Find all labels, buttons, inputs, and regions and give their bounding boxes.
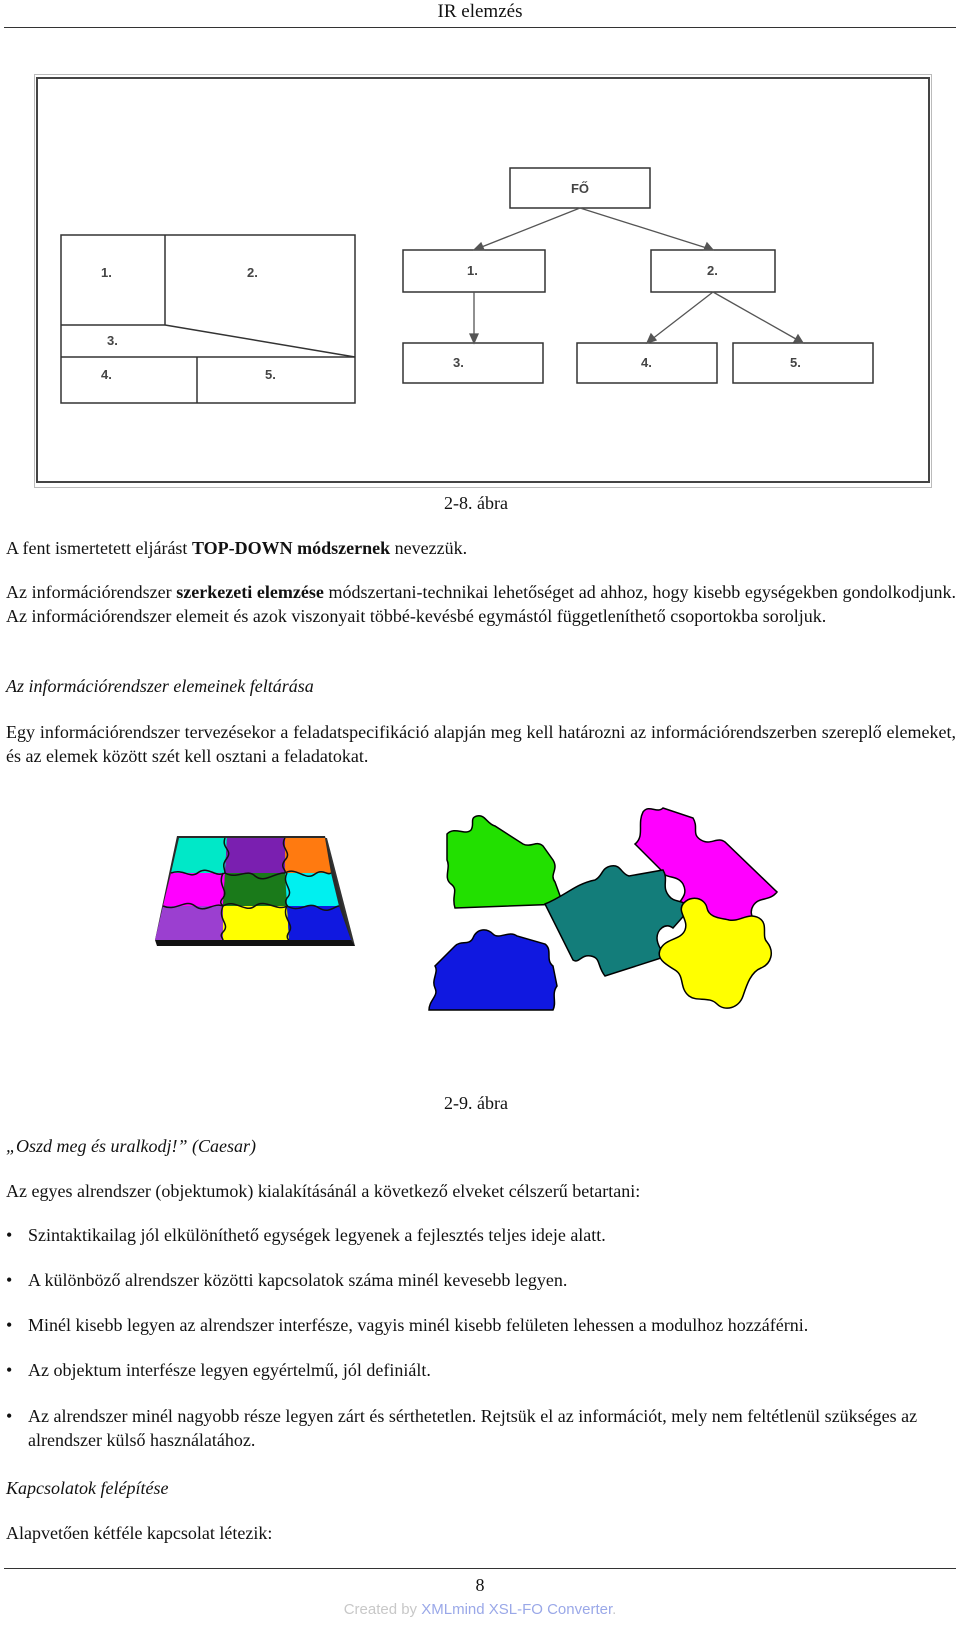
bullet-text: Szintaktikailag jól elkülöníthető egységek legyenek a fejlesztés teljes ideje alatt. xyxy=(28,1225,606,1245)
paragraph-design: Egy információrendszer tervezésekor a feladatspecifikáció alapján meg kell határozni az információrendszerben szereplő elemeket, és az elemek között szét kell osztani a feladatokat. xyxy=(6,722,956,766)
figure-2-8 xyxy=(34,74,932,488)
bullet-text: Az alrendszer minél nagyobb része legyen zárt és sérthetetlen. Rejtsük el az információt, mely nem feltétlenül szükséges az alrendszer külső használatához. xyxy=(28,1406,918,1450)
paragraph-principles: Az egyes alrendszer (objektumok) kialakításánál a következő elveket célszerű betartani: xyxy=(6,1181,641,1201)
generator-suffix: . xyxy=(612,1601,617,1618)
bullet-item xyxy=(6,1268,956,1292)
tree-root: FŐ xyxy=(570,181,590,196)
footer-rule xyxy=(4,1568,956,1569)
bullet-marker: • xyxy=(6,1315,13,1335)
para2-bold: szerkezeti elemzése xyxy=(176,582,324,602)
tree-node-1: 1. xyxy=(467,263,478,278)
tree-node-3: 3. xyxy=(453,355,464,370)
bullet-item xyxy=(6,1313,956,1337)
figure-2-9-caption: 2-9. ábra xyxy=(444,1093,508,1113)
left-box-3: 3. xyxy=(107,333,118,348)
puzzle-scattered xyxy=(425,800,795,1050)
para2-text: Az információrendszer xyxy=(6,582,177,602)
scattered-puzzle-graphic xyxy=(425,800,795,1050)
bullet-text: Minél kisebb legyen az alrendszer interfésze, vagyis minél kisebb felületen lehessen a modulhoz hozzáférni. xyxy=(28,1315,809,1335)
tree-node-5: 5. xyxy=(790,355,801,370)
para1-tail: nevezzük. xyxy=(390,538,468,558)
bullet-item xyxy=(6,1223,956,1247)
running-header: IR elemzés xyxy=(437,1,523,22)
section-heading-relations: Kapcsolatok felépítése xyxy=(6,1478,169,1498)
left-box-5: 5. xyxy=(265,367,276,382)
bullet-item xyxy=(6,1358,956,1382)
generator-link[interactable]: XMLmind XSL-FO Converter xyxy=(421,1601,613,1618)
puzzle-assembled xyxy=(155,828,360,974)
bullet-marker: • xyxy=(6,1406,13,1426)
section-heading-elements: Az információrendszer elemeinek feltárása xyxy=(6,676,314,696)
tree-node-2: 2. xyxy=(707,263,718,278)
bullet-text: Az objektum interfésze legyen egyértelmű, jól definiált. xyxy=(28,1360,431,1380)
tree-node-4: 4. xyxy=(641,355,652,370)
bullet-marker: • xyxy=(6,1270,13,1290)
top-down-diagram xyxy=(35,75,931,487)
quote-caesar: „Oszd meg és uralkodj!” (Caesar) xyxy=(6,1136,256,1156)
left-box-4: 4. xyxy=(101,367,112,382)
bullet-marker: • xyxy=(6,1360,13,1380)
generator-note xyxy=(0,1601,960,1619)
para1-bold: TOP-DOWN módszernek xyxy=(191,538,391,558)
paragraph-top-down xyxy=(6,536,956,560)
paragraph-relations: Alapvetően kétféle kapcsolat létezik: xyxy=(6,1523,273,1543)
bullet-marker: • xyxy=(6,1225,13,1245)
page-number: 8 xyxy=(475,1575,485,1595)
para1-text: A fent ismertetett eljárást xyxy=(6,538,192,558)
figure-2-8-caption: 2-8. ábra xyxy=(444,493,508,513)
paragraph-structural-analysis xyxy=(6,580,956,628)
generator-prefix: Created by xyxy=(343,1601,422,1618)
left-box-2: 2. xyxy=(247,265,258,280)
para2-tail: módszertani-technikai lehetőséget ad ahhoz, hogy kisebb egységekben gondolkodjunk. Az információrendszer elemeit és azok viszonyait többé-kevésbé egymástól függetleníthető csoportokba soroljuk. xyxy=(6,582,956,626)
bullet-text: A különböző alrendszer közötti kapcsolatok száma minél kevesebb legyen. xyxy=(28,1270,568,1290)
bullet-item xyxy=(6,1404,956,1452)
left-box-1: 1. xyxy=(101,265,112,280)
assembled-puzzle-graphic xyxy=(155,828,360,974)
header-rule xyxy=(4,27,956,28)
